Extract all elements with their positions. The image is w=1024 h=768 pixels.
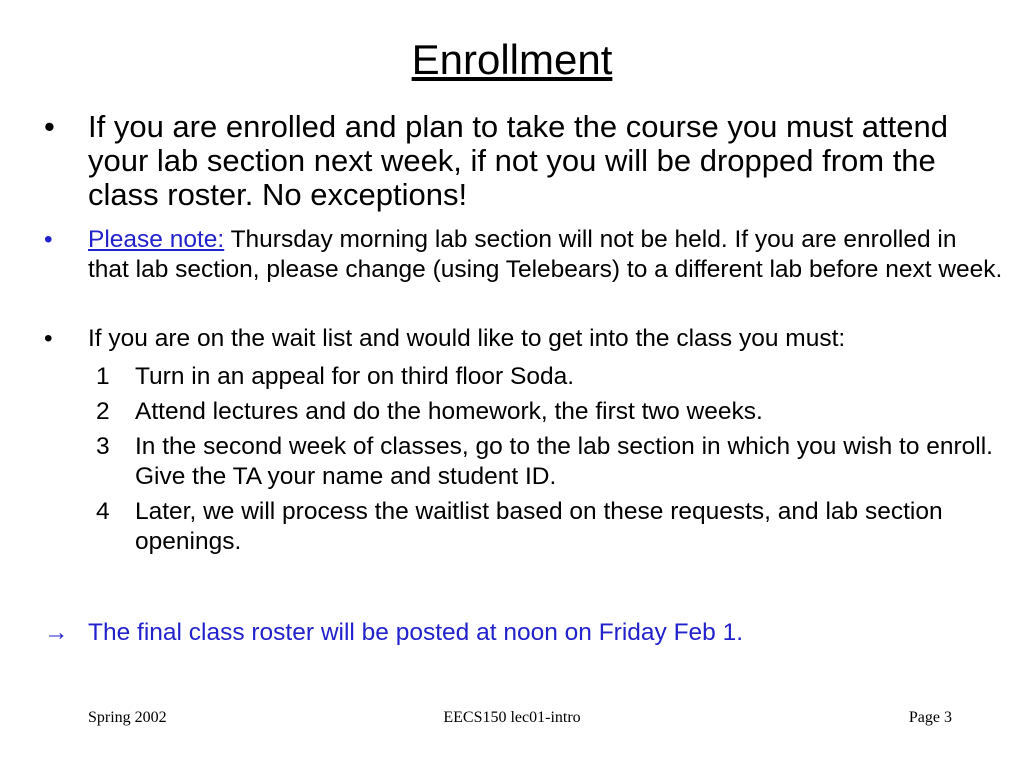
- step-item: [96, 432, 996, 492]
- step-item: [96, 497, 996, 557]
- slide-title: Enrollment: [411, 36, 613, 83]
- final-note-text: The final class roster will be posted at noon on Friday Feb 1.: [88, 619, 744, 646]
- bullet-dot: •: [44, 109, 55, 144]
- footer-course: EECS150 lec01-intro: [443, 709, 581, 726]
- step-number: 2: [96, 398, 110, 425]
- bullet-please-note: [44, 225, 1004, 285]
- step-item: [96, 397, 996, 427]
- footer-date: Spring 2002: [88, 709, 167, 726]
- step-number: 4: [96, 498, 110, 525]
- bullet-text: Thursday morning lab section will not be held. If you are enrolled in that lab section, please change (using Telebears) to a different lab before next week.: [88, 226, 1003, 283]
- bullet-dot: •: [44, 325, 53, 352]
- wait-list-steps: [96, 362, 996, 562]
- step-number: 3: [96, 433, 110, 460]
- bullet-enrolled: [44, 110, 1004, 212]
- bullet-text: If you are enrolled and plan to take the course you must attend your lab section next week, if not you will be dropped from the class roster. No exceptions!: [88, 109, 948, 212]
- step-number: 1: [96, 363, 110, 390]
- final-roster-note: [44, 618, 1004, 648]
- step-text: Attend lectures and do the homework, the first two weeks.: [135, 398, 763, 425]
- step-text: Later, we will process the waitlist based on these requests, and lab section openings.: [135, 498, 943, 555]
- bullet-dot: •: [44, 226, 53, 253]
- bullet-text-block: [88, 225, 1004, 285]
- step-text: In the second week of classes, go to the lab section in which you wish to enroll. Give the TA your name and student ID.: [135, 433, 993, 490]
- step-item: [96, 362, 996, 392]
- footer-page-number: Page 3: [908, 709, 952, 726]
- please-note-label: Please note:: [88, 226, 225, 253]
- bullet-text: If you are on the wait list and would like to get into the class you must:: [88, 325, 846, 352]
- step-text: Turn in an appeal for on third floor Soda.: [135, 363, 575, 390]
- bullet-wait-list: [44, 324, 1004, 354]
- arrow-right-icon: →: [44, 619, 69, 646]
